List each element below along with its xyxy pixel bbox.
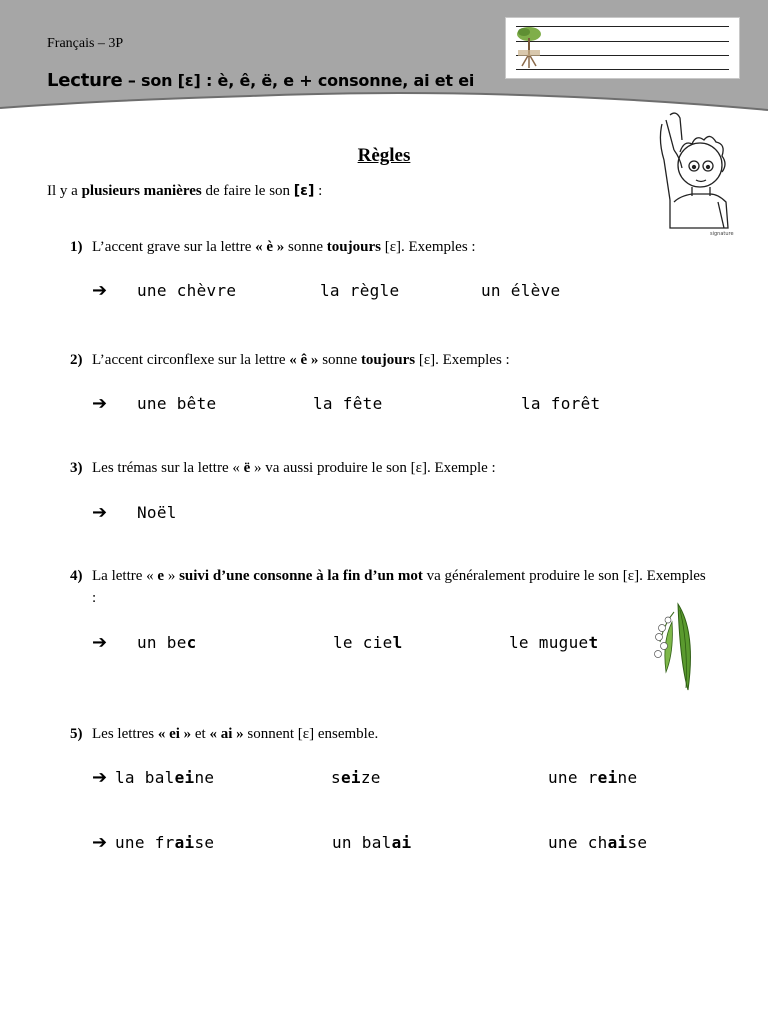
example-part-bold: ai — [174, 833, 195, 852]
lily-of-the-valley-illustration — [650, 602, 700, 692]
rule-1-e: [ɛ]. Exemples : — [380, 239, 476, 255]
example-word — [548, 768, 637, 787]
rule-5-e: sonnent [ɛ] ensemble. — [243, 726, 379, 742]
rule-3-number: 3) — [70, 460, 83, 476]
rule-2-a: L’accent circonflexe sur la lettre — [92, 352, 290, 368]
example-word — [333, 633, 403, 652]
example-part-bold: c — [186, 633, 197, 652]
rule-3-b: ë — [243, 460, 251, 476]
arrow-icon: ➔ — [92, 280, 108, 301]
arrow-icon: ➔ — [92, 632, 108, 653]
rule-2 — [70, 349, 710, 371]
rule-4-number: 4) — [70, 568, 83, 584]
rule-1-d: toujours — [326, 239, 381, 255]
rule-3-text — [92, 457, 710, 479]
rule-1-b: « è » — [255, 239, 285, 255]
example-word — [331, 768, 381, 787]
rule-5 — [70, 723, 710, 745]
intro-e: : — [314, 183, 323, 199]
example-word: la fête — [313, 394, 383, 413]
rule-4-a: La lettre « — [92, 568, 158, 584]
example-part: un bal — [332, 833, 392, 852]
rule-1-number: 1) — [70, 239, 83, 255]
intro-c: de faire le son — [201, 183, 294, 199]
example-part: un be — [137, 633, 187, 652]
example-part: se — [194, 833, 215, 852]
lesson-title-word: Lecture — [47, 70, 123, 91]
example-part-bold: l — [392, 633, 403, 652]
rule-2-e: [ɛ]. Exemples : — [415, 352, 510, 368]
subject-label: Français – 3P — [47, 36, 124, 51]
example-part: se — [627, 833, 648, 852]
example-part: la bal — [115, 768, 175, 787]
example-part-bold: ai — [391, 833, 412, 852]
boy-illustration — [640, 110, 740, 240]
plant-logo-icon — [514, 22, 544, 72]
example-word — [332, 833, 411, 852]
rule-2-c: sonne — [318, 352, 361, 368]
logo-frame — [505, 17, 740, 79]
lesson-title-rest: – son [ɛ] : è, ê, ë, e + consonne, ai et ei — [122, 71, 475, 90]
rule-5-d: « ai » — [209, 726, 244, 742]
rule-4 — [70, 565, 710, 606]
intro-a: Il y a — [47, 183, 82, 199]
arrow-icon: ➔ — [92, 502, 108, 523]
arrow-icon: ➔ — [92, 832, 108, 853]
rule-1-c: sonne — [284, 239, 327, 255]
rule-5-text — [92, 723, 710, 745]
example-part-bold: ai — [607, 833, 628, 852]
lesson-title — [47, 70, 474, 91]
rule-5-b: « ei » — [157, 726, 192, 742]
example-word: une bête — [137, 394, 217, 413]
rule-1-text — [92, 236, 710, 258]
example-part: le cie — [333, 633, 393, 652]
arrow-icon: ➔ — [92, 393, 108, 414]
rule-1-a: L’accent grave sur la lettre — [92, 239, 256, 255]
example-word — [137, 633, 197, 652]
svg-text:signature: signature — [710, 231, 734, 237]
example-part-bold: ei — [174, 768, 195, 787]
example-part-bold: t — [588, 633, 599, 652]
rule-2-d: toujours — [360, 352, 416, 368]
rule-4-b: e — [157, 568, 165, 584]
example-word: un élève — [481, 281, 561, 300]
example-word: une chèvre — [137, 281, 237, 300]
page-title: Règles — [357, 145, 411, 166]
example-part: ne — [194, 768, 215, 787]
example-word — [509, 633, 598, 652]
rule-3-c: » va aussi produire le son [ɛ]. Exemple : — [250, 460, 496, 476]
example-word: Noël — [137, 503, 177, 522]
example-part-bold: ei — [340, 768, 361, 787]
rule-5-a: Les lettres — [92, 726, 158, 742]
rule-1 — [70, 236, 710, 258]
rule-2-text — [92, 349, 710, 371]
example-part: une fr — [115, 833, 175, 852]
example-word: la règle — [320, 281, 400, 300]
arrow-icon: ➔ — [92, 767, 108, 788]
example-part: une ch — [548, 833, 608, 852]
example-word — [115, 768, 214, 787]
intro-b: plusieurs manières — [81, 183, 202, 199]
example-part: une r — [548, 768, 598, 787]
rule-3 — [70, 457, 710, 479]
rule-4-d: suivi d’une consonne à la fin d’un mot — [179, 568, 423, 584]
example-word — [115, 833, 214, 852]
rule-2-number: 2) — [70, 352, 83, 368]
rule-3-a: Les trémas sur la lettre « — [92, 460, 244, 476]
rule-4-c: » — [164, 568, 180, 584]
rule-4-e: va généralement produire le son [ɛ]. Exemples : — [92, 568, 706, 606]
rule-5-number: 5) — [70, 726, 83, 742]
rule-5-c: et — [191, 726, 210, 742]
example-part-bold: ei — [597, 768, 618, 787]
header-band — [0, 0, 768, 115]
example-part: ze — [360, 768, 381, 787]
intro-d: [ɛ] — [293, 183, 315, 199]
example-part: s — [331, 768, 341, 787]
example-part: le mugue — [509, 633, 589, 652]
rule-2-b: « ê » — [289, 352, 319, 368]
example-word: la forêt — [521, 394, 601, 413]
example-word — [548, 833, 647, 852]
rule-4-text — [92, 565, 710, 609]
intro-text — [47, 183, 322, 200]
example-part: ne — [617, 768, 638, 787]
